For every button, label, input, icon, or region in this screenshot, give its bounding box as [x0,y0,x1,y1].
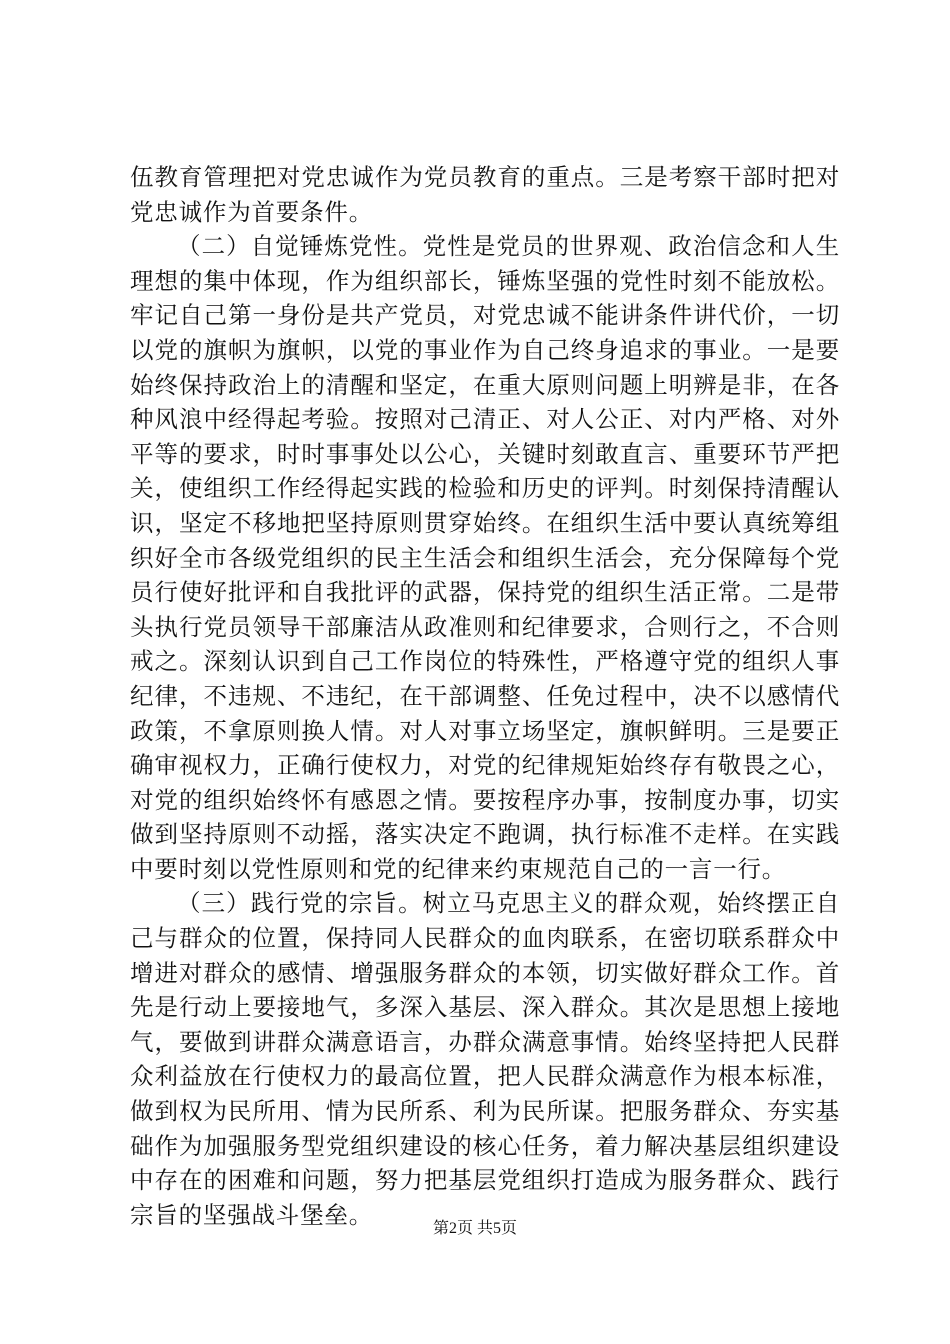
page-number-footer: 第2页 共5页 [432,1220,517,1237]
paragraph-section-two: （二）自觉锤炼党性。党性是党员的世界观、政治信念和人生理想的集中体现，作为组织部长，锤炼坚强的党性时刻不能放松。牢记自己第一身份是共产党员，对党忠诚不能讲条件讲代价，一切以党的旗帜为旗帜，以党的事业作为自己终身追求的事业。一是要始终保持政治上的清醒和坚定，在重大原则问题上明辨是非，在各种风浪中经得起考验。按照对己清正、对人公正、对内严格、对外平等的要求，时时事事处以公心，关键时刻敢直言、重要环节严把关，使组织工作经得起实践的检验和历史的评判。时刻保持清醒认识，坚定不移地把坚持原则贯穿始终。在组织生活中要认真统筹组织好全市各级党组织的民主生活会和组织生活会，充分保障每个党员行使好批评和自我批评的武器，保持党的组织生活正常。二是带头执行党员领导干部廉洁从政准则和纪律要求，合则行之，不合则戒之。深刻认识到自己工作岗位的特殊性，严格遵守党的组织人事纪律，不违规、不违纪，在干部调整、任免过程中，决不以感情代政策，不拿原则换人情。对人对事立场坚定，旗帜鲜明。三是要正确审视权力，正确行使权力，对党的纪律规矩始终存有敬畏之心，对党的组织始终怀有感恩之情。要按程序办事，按制度办事，切实做到坚持原则不动摇，落实决定不跑调，执行标准不走样。在实践中要时刻以党性原则和党的纪律来约束规范自己的一言一行。 [130,232,840,883]
document-body [130,160,840,1232]
paragraph-section-three: （三）践行党的宗旨。树立马克思主义的群众观，始终摆正自己与群众的位置，保持同人民群众的血肉联系，在密切联系群众中增进对群众的感情、增强服务群众的本领，切实做好群众工作。首先是行动上要接地气，多深入基层、深入群众。其次是思想上接地气，要做到讲群众满意语言，办群众满意事情。始终坚持把人民群众利益放在行使权力的最高位置，把人民群众满意作为根本标准，做到权为民所用、情为民所系、利为民所谋。把服务群众、夯实基础作为加强服务型党组织建设的核心任务，着力解决基层组织建设中存在的困难和问题，努力把基层党组织打造成为服务群众、践行宗旨的坚强战斗堡垒。 [130,889,840,1229]
paragraph-continuation: 伍教育管理把对党忠诚作为党员教育的重点。三是考察干部时把对党忠诚作为首要条件。 [130,163,840,226]
